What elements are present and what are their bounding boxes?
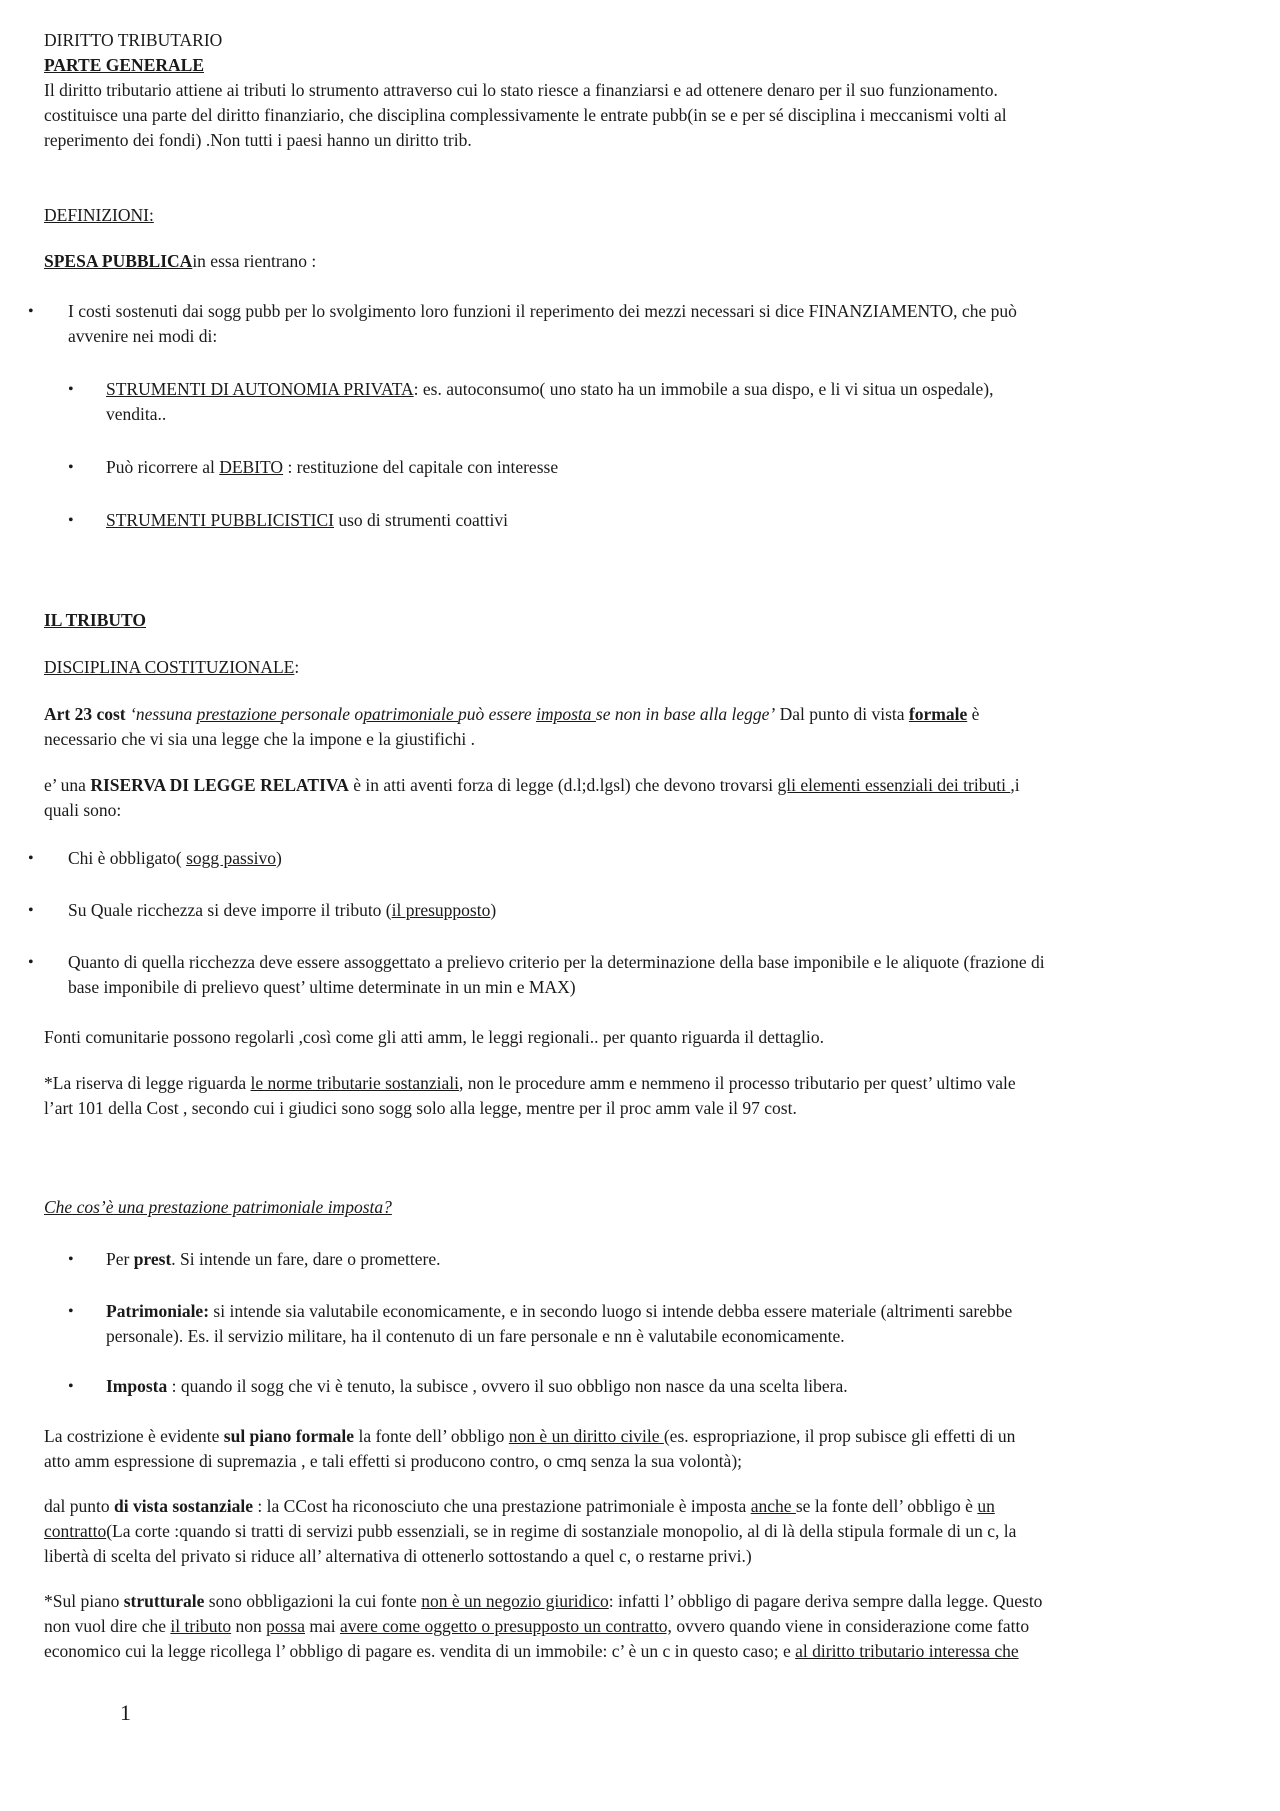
bullet-icon: • <box>68 381 74 398</box>
spesa-pubblica-line: SPESA PUBBLICAin essa rientrano : <box>44 251 317 271</box>
definizioni-heading: DEFINIZIONI: <box>44 205 154 225</box>
intro-line: costituisce una parte del diritto finanziario, che disciplina complessivamente le entrate pubb(in se e per sé disciplina i meccanismi volti al <box>44 105 1007 125</box>
document-title: DIRITTO TRIBUTARIO <box>44 30 223 50</box>
fonti-paragraph: Fonti comunitarie possono regolarli ,così come gli atti amm, le leggi regionali.. per quanto riguarda il dettaglio. <box>44 1027 825 1047</box>
costrizione-formale-paragraph: La costrizione è evidente sul piano formale la fonte dell’ obbligo non è un diritto civile (es. espropriazione, il prop subisce gli effetti di un atto amm espressione di supremazia , e tali effetti si producono contro, o cmq senza la sua volontà); <box>44 1426 1016 1471</box>
prestazione-question-heading: Che cos’è una prestazione patrimoniale imposta? <box>44 1197 392 1217</box>
disciplina-costituzionale-heading: DISCIPLINA COSTITUZIONALE: <box>44 657 300 677</box>
bullet-icon: • <box>68 1303 74 1320</box>
riserva-di-legge-paragraph: e’ una RISERVA DI LEGGE RELATIVA è in atti aventi forza di legge (d.l;d.lgsl) che devono trovarsi gli elementi essenziali dei tributi ,i quali sono: <box>44 775 1020 820</box>
costrizione-sostanziale-paragraph: dal punto di vista sostanziale : la CCost ha riconosciuto che una prestazione patrimoniale è imposta anche se la fonte dell’ obbligo è un contratto(La corte :quando si tratti di servizi pubb essenziali, se in regime di sostanziale monopolio, al di là della stipula formale di un c, la libertà di scelta del privato si riduce all’ alternativa di ottenerlo sottostando a quel c, o restarne privi.) <box>44 1496 1017 1566</box>
bullet-icon: • <box>68 512 74 529</box>
nota-riserva-paragraph: *La riserva di legge riguarda le norme tributarie sostanziali, non le procedure amm e nemmeno il processo tributario per quest’ ultimo vale l’art 101 della Cost , secondo cui i giudici sono sogg solo alla legge, mentre per il proc amm vale il 97 cost. <box>44 1073 1016 1118</box>
bullet-icon: • <box>68 1251 74 1268</box>
intro-line: reperimento dei fondi) .Non tutti i paesi hanno un diritto trib. <box>44 130 472 150</box>
art-23-paragraph: Art 23 cost ‘nessuna prestazione personale opatrimoniale può essere imposta se non in base alla legge’ Dal punto di vista formale è necessario che vi sia una legge che la impone e la giustifichi . <box>44 704 980 749</box>
intro-paragraph <box>44 78 1164 153</box>
intro-line: Il diritto tributario attiene ai tributi lo strumento attraverso cui lo stato riesce a finanziarsi e ad ottenere denaro per il suo funzionamento. <box>44 80 998 100</box>
document-page: DIRITTO TRIBUTARIO PARTE GENERALE Il diritto tributario attiene ai tributi lo strumento attraverso cui lo stato riesce a finanziarsi e ad ottenere denaro per il suo funzionamento. costituisce una parte del diritto finanziario, che disciplina complessivamente le entrate pubb(in se e per sé disciplina i meccanismi volti al reperimento dei fondi) .Non tutti i paesi hanno un diritto trib. DEFINIZIONI: SPESA PUBBLICAin essa rientrano : • I costi sostenuti dai sogg pubb per lo svolgimento loro funzioni il reperimento dei mezzi necessari si dice FINANZIAMENTO, che può avvenire nei modi di: • STRUMENTI DI AUTONOMIA PRIVATA: es. autoconsumo( uno stato ha un immobile a sua dispo, e li vi situa un ospedale), vendita.. • Può ricorrere al DEBITO : restituzione del capitale con interesse • STRUMENTI PUBBLICISTICI uso di strumenti coattivi IL TRIBUTO DISCIPLINA COSTITUZIONALE: Art 23 cost ‘nessuna prestazione personale opatrimoniale può essere imposta se non in base alla legge’ Dal punto di vista formale è necessario che vi sia una legge che la impone e la giustifichi . e’ una RISERVA DI LEGGE RELATIVA è in atti aventi forza di legge (d.l;d.lgsl) che devono trovarsi gli elementi essenziali dei tributi ,i quali sono: • Chi è obbligato( sogg passivo) • Su Quale ricchezza si deve imporre il tributo (il presupposto) • Quanto di quella ricchezza deve essere assoggettato a prelievo criterio per la determinazione della base imponibile e le aliquote (frazione di base imponibile di prelievo quest’ ultime determinate in un min e MAX) Fonti comunitarie possono regolarli ,così come gli atti amm, le leggi regionali.. per quanto riguarda il dettaglio. *La riserva di legge riguarda le norme tributarie sostanziali, non le procedure amm e nemmeno il processo tributario per quest’ ultimo vale l’art 101 della Cost , secondo cui i giudici sono sogg solo alla legge, mentre per il proc amm vale il 97 cost. Che cos’è una prestazione patrimoniale imposta? • Per prest. Si intende un fare, dare o promettere. • Patrimoniale: si intende sia valutabile economicamente, e in secondo luogo si intende debba essere materiale (altrimenti sarebbe personale). Es. il servizio militare, ha il contenuto di un fare personale e nn è valutabile economicamente. • Imposta : quando il sogg che vi è tenuto, la subisce , ovvero il suo obbligo non nasce da una scelta libera. La costrizione è evidente sul piano formale la fonte dell’ obbligo non è un diritto civile (es. espropriazione, il prop subisce gli effetti di un atto amm espressione di supremazia , e tali effetti si producono contro, o cmq senza la sua volontà); dal punto di vista sostanziale : la CCost ha riconosciuto che una prestazione patrimoniale è imposta anche se la fonte dell’ obbligo è un contratto(La corte :quando si tratti di servizi pubb essenziali, se in regime di sostanziale monopolio, al di là della stipula formale di un c, la libertà di scelta del privato si riduce all’ alternativa di ottenerlo sottostando a quel c, o restarne privi.) *Sul piano strutturale sono obbligazioni la cui fonte non è un negozio giuridico: infatti l’ obbligo di pagare deriva sempre dalla legge. Questo non vuol dire che il tributo non possa mai avere come oggetto o presupposto un contratto, ovvero quando viene in considerazione come fatto economico cui la legge ricollega l’ obbligo di pagare es. vendita di un immobile: c’ è un c in questo caso; e al diritto tributario interessa che 1 <box>0 0 1280 1811</box>
il-tributo-heading: IL TRIBUTO <box>44 610 146 630</box>
bullet-icon: • <box>28 902 34 919</box>
bullet-icon: • <box>28 954 34 971</box>
bullet-icon: • <box>28 850 34 867</box>
document-title-block <box>44 28 1164 78</box>
section-heading-parte-generale: PARTE GENERALE <box>44 55 204 75</box>
bullet-icon: • <box>68 1378 74 1395</box>
bullet-icon: • <box>28 303 34 320</box>
strutturale-paragraph: *Sul piano strutturale sono obbligazioni la cui fonte non è un negozio giuridico: infatti l’ obbligo di pagare deriva sempre dalla legge. Questo non vuol dire che il tributo non possa mai avere come oggetto o presupposto un contratto, ovvero quando viene in considerazione come fatto economico cui la legge ricollega l’ obbligo di pagare es. vendita di un immobile: c’ è un c in questo caso; e al diritto tributario interessa che <box>44 1591 1043 1661</box>
page-number: 1 <box>120 1700 131 1725</box>
bullet-icon: • <box>68 459 74 476</box>
